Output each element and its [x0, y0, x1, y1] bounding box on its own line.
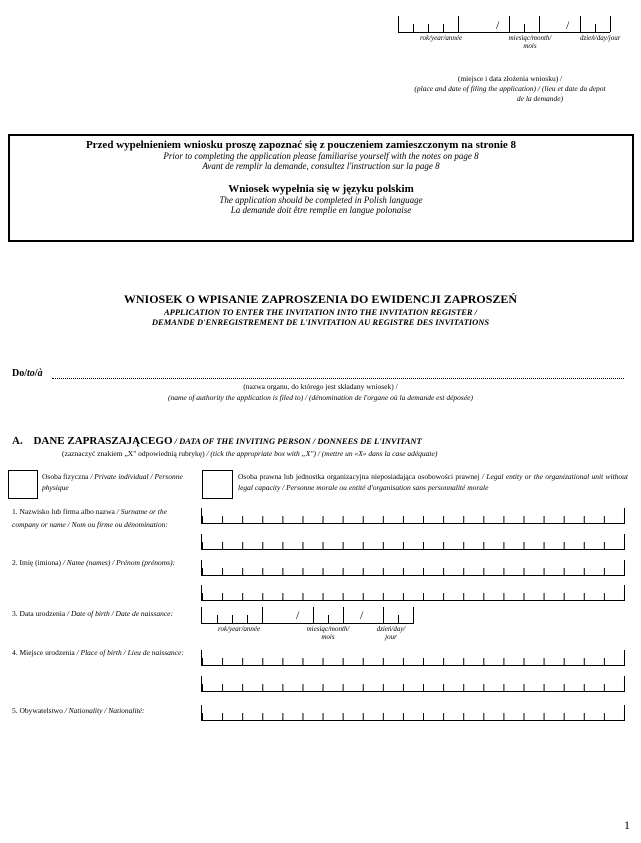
authority-caption: (nazwa organu, do którego jest składany wniosek) / (name of authority the application is filed to) / (dénomination de l'organe où la demande est déposée) — [167, 382, 474, 402]
authority-prefix: Do/to/à — [12, 368, 43, 379]
nationality-row[interactable] — [201, 705, 625, 721]
surname-row-2[interactable] — [201, 534, 625, 550]
name-label: 2. Imię (imiona) / Name (names) / Prénom (prénoms): — [12, 558, 176, 567]
date-separator: / — [360, 608, 364, 622]
heading-pl: WNIOSEK O WPISANIE ZAPROSZENIA DO EWIDENCJI ZAPROSZEŃ — [123, 292, 518, 306]
heading-fr: DEMANDE D'ENREGISTREMENT DE L'INVITATION AU REGISTRE DES INVITATIONS — [151, 317, 490, 327]
name-row-1[interactable] — [201, 560, 625, 576]
notice-language-fr: La demande doit être remplie en langue polonaise — [230, 205, 412, 215]
day-label: dzień/day/jour — [580, 34, 621, 42]
notice-language: Wniosek wypełnia się w języku polskim — [228, 183, 414, 195]
form-heading — [0, 292, 641, 327]
surname-row-1[interactable] — [201, 508, 625, 524]
month-label: miesiąc/month/ mois — [508, 34, 552, 50]
authority-input[interactable] — [52, 378, 624, 379]
notice-title: Przed wypełnieniem wniosku proszę zapoznać się z pouczeniem zamieszczonym na stronie 8 — [85, 139, 517, 151]
nationality-label: 5. Obywatelstwo / Nationality / Nationalité: — [12, 706, 145, 715]
notice-language-en: The application should be completed in Polish language — [219, 195, 423, 205]
birth-year-label: rok/year/année — [218, 625, 261, 633]
birth-day-label: dzień/day/ jour — [376, 625, 406, 641]
private-individual-checkbox[interactable] — [8, 470, 38, 499]
year-label: rok/year/année — [420, 34, 463, 42]
date-separator: / — [566, 18, 570, 32]
private-individual-label: Osoba fizyczna / Private individual / Personne physique — [42, 472, 183, 492]
birth-place-row-1[interactable] — [201, 650, 625, 666]
notice-title-fr: Avant de remplir la demande, consultez l'instruction sur la page 8 — [202, 161, 440, 171]
section-a-title: A. DANE ZAPRASZAJĄCEGO / DATA OF THE INVITING PERSON / DONNEES DE L'INVITANT — [12, 435, 422, 447]
birth-place-label: 4. Miejsce urodzenia / Place of birth / Lieu de naissance: — [12, 648, 184, 657]
legal-entity-label: Osoba prawna lub jednostka organizacyjna nieposiadająca osobowości prawnej / Legal entity or the organizational unit without legal capacity / Personne morale ou entité d'organisation sans personnalité morale — [238, 472, 629, 492]
birth-place-row-2[interactable] — [201, 676, 625, 692]
page-number: 1 — [624, 818, 630, 832]
surname-label: 1. Nazwisko lub firma albo nazwa / Surname or the company or name / Nom ou firme ou dénomination: — [12, 507, 168, 529]
date-separator: / — [496, 18, 500, 32]
heading-en: APPLICATION TO ENTER THE INVITATION INTO THE INVITATION REGISTER / — [163, 307, 478, 317]
legal-entity-checkbox[interactable] — [202, 470, 233, 499]
name-row-2[interactable] — [201, 585, 625, 601]
date-separator: / — [296, 608, 300, 622]
place-date-caption: (miejsce i data złożenia wniosku) / (place and date of filing the application) / (lieu et date du depot de la demande) — [414, 74, 606, 103]
section-a-hint: (zaznaczyć znakiem „X" odpowiednią rubrykę) / (tick the appropriate box with „X") / (mettre un «X» dans la case adéquate) — [62, 449, 438, 458]
notice-box — [8, 134, 634, 242]
notice-title-en: Prior to completing the application please familiarise yourself with the notes on page 8 — [163, 151, 479, 161]
birth-date-label: 3. Data urodzenia / Date of birth / Date de naissance: — [12, 609, 174, 618]
birth-month-label: miesiąc/month/ mois — [306, 625, 350, 641]
